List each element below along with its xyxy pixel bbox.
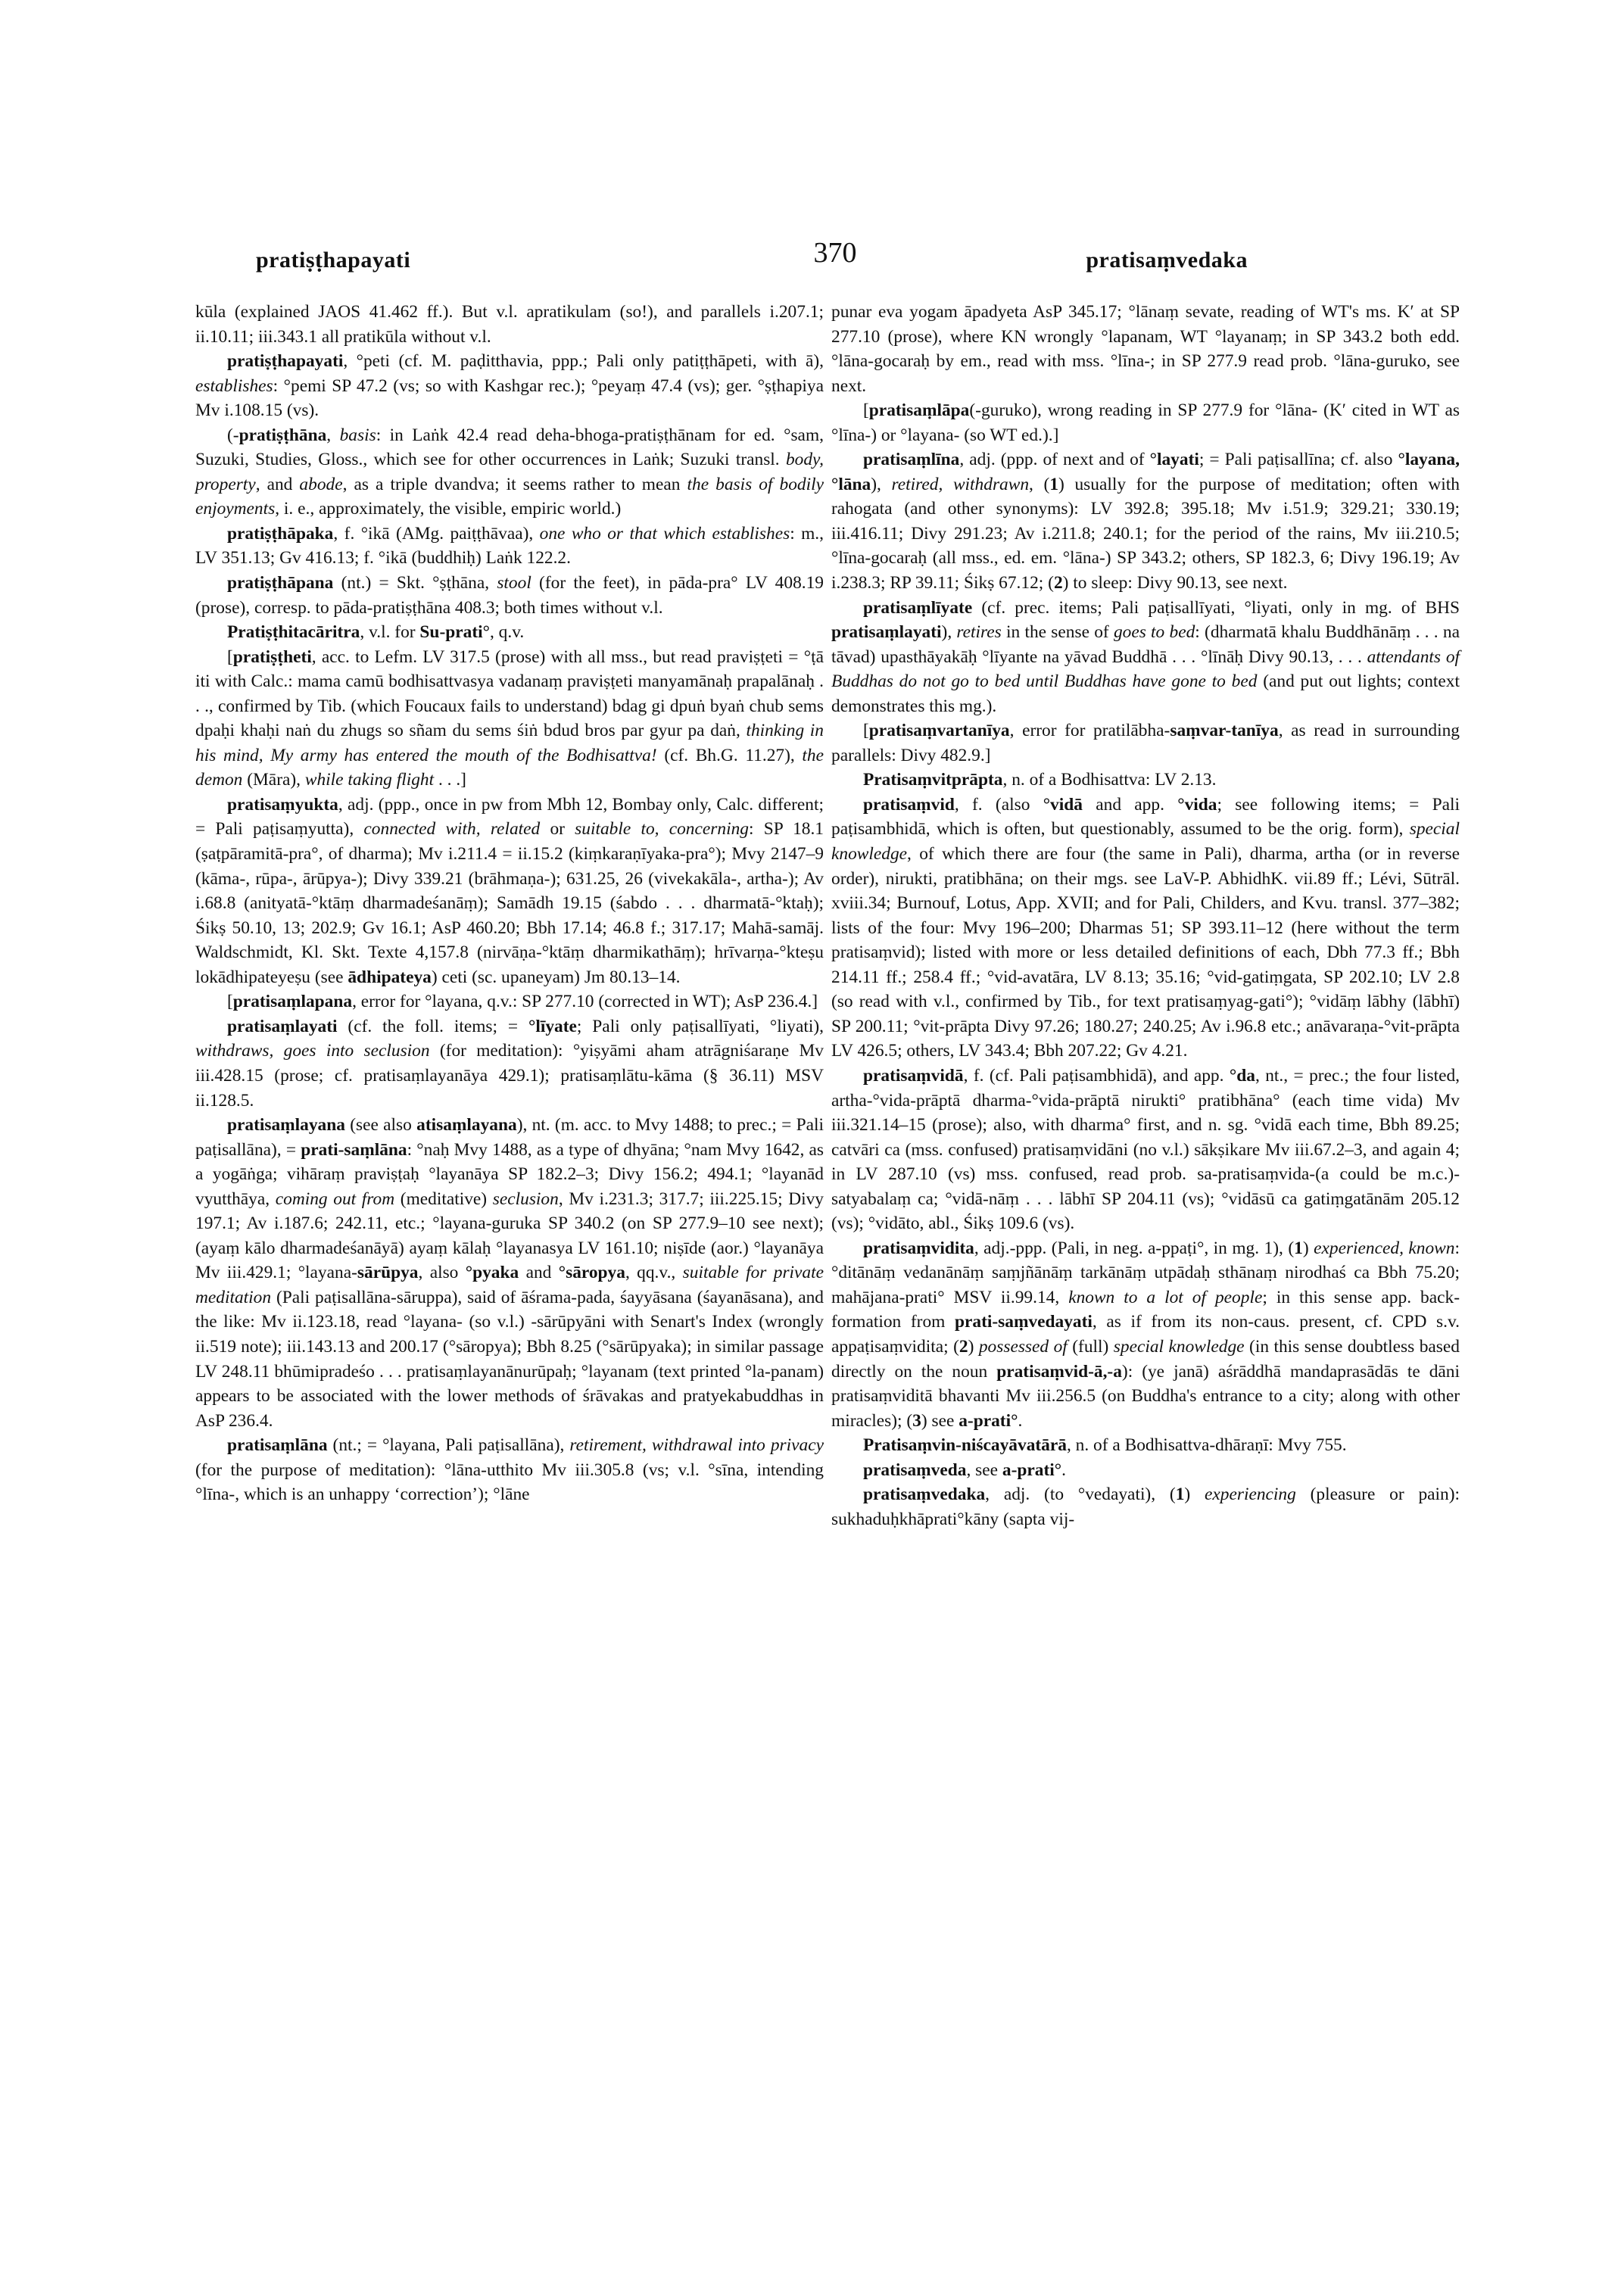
- page-number: 370: [813, 237, 857, 269]
- dictionary-entry: Pratiṣṭhitacāritra, v.l. for Su-prati°, q.v.: [227, 622, 525, 643]
- dictionary-entry: [pratisaṃvartanīya, error for pratilābha-saṃvar-tanīya, as read in surrounding parallels: Divy 482.9.]: [831, 721, 1460, 765]
- dictionary-entry: punar eva yogam āpadyeta AsP 345.17; °lānaṃ sevate, reading of WT's ms. K′ at SP 277.10 (prose), where KN wrongly °lapanam, WT °layanaṃ; in SP 343.2 both edd. °lāna-gocaraḥ by em., read with mss. °līna-; in SP 277.9 read prob. °lāna-guruko, see next.: [831, 302, 1460, 396]
- dictionary-entry: (-pratiṣṭhāna, basis: in Laṅk 42.4 read deha-bhoga-pratiṣṭhānam for ed. °sam, Suzuki, Studies, Gloss., which see for other occurrences in Laṅk; Suzuki transl. body, property, and abode, as a triple dvandva; it seems rather to mean the basis of bodily enjoyments, i. e., approximately, the visible, empiric world.): [195, 425, 824, 519]
- dictionary-entry: [pratiṣṭheti, acc. to Lefm. LV 317.5 (prose) with all mss., but read praviṣṭeti = °ṭā iti with Calc.: mama camū bodhisattvasya vadanaṃ praviṣṭeti manyamānaḥ prapalānaḥ . . ., confirmed by Tib. (which Foucaux fails to understand) bdag gi dpuṅ byaṅ chub sems dpaḥi khaḥi naṅ du zhugs so sñam du sems śiṅ bdud bros par gyur pa daṅ, thinking in his mind, My army has entered the mouth of the Bodhisattva! (cf. Bh.G. 11.27), the demon (Māra), while taking flight . . .]: [195, 646, 824, 790]
- right-running-headword: pratisaṃvedaka: [1086, 248, 1248, 273]
- dictionary-entry: pratisaṃvid, f. (also °vidā and app. °vida; see following items; = Pali paṭisambhidā, which is often, but questionably, assumed to be the orig. form), special knowledge, of which there are four (the same in Pali), dharma, artha (or in reverse order), nirukti, pratibhāna; on their mgs. see LaV-P. AbhidhK. vii.89 ff.; Lévi, Sūtrāl. xviii.34; Burnouf, Lotus, App. XVII; and for Pali, Childers, and Kvu. transl. 377–382; lists of the four: Mvy 196–200; Dharmas 51; SP 393.11–12 (here without the term pratisaṃvid); listed with more or less detailed definitions of each, Dbh 77.3 ff.; Bbh 214.11 ff.; 258.4 ff.; °vid-avatāra, LV 8.13; 35.16; °vid-gatiṃgata, SP 202.10; LV 2.8 (so read with v.l., confirmed by Tib., for text pratisaṃyag-gati°); °vidāṃ lābhy (lābhī) SP 200.11; °vit-prāpta Divy 97.26; 180.27; 240.25; Av i.96.8 etc.; anāvaraṇa-°vit-prāpta LV 426.5; others, LV 343.4; Bbh 207.22; Gv 4.21.: [831, 794, 1460, 1061]
- right-column: [831, 300, 1460, 1531]
- page-header: [195, 236, 1475, 282]
- dictionary-entry: kūla (explained JAOS 41.462 ff.). But v.l. apratikulam (so!), and parallels i.207.1; ii.10.11; iii.343.1 all pratikūla without v.l.: [195, 302, 824, 347]
- left-running-headword: pratiṣṭhapayati: [256, 248, 411, 273]
- dictionary-entry: pratisaṃlāna (nt.; = °layana, Pali paṭisallāna), retirement, withdrawal into privacy (for the purpose of meditation): °lāna-utthito Mv iii.305.8 (vs; v.l. °sīna, intending °līna-, which is an unhappy ‘correction’); °lāne: [195, 1435, 824, 1505]
- dictionary-entry: pratisaṃvedaka, adj. (to °vedayati), (1) experiencing (pleasure or pain): sukhaduḥkhāprati°kāny (sapta vij-: [831, 1485, 1460, 1529]
- dictionary-entry: pratiṣṭhāpaka, f. °ikā (AMg. paiṭṭhāvaa), one who or that which establishes: m., LV 351.13; Gv 416.13; f. °ikā (buddhiḥ) Laṅk 122.2.: [195, 523, 824, 569]
- dictionary-entry: pratisaṃveda, see a-prati°.: [863, 1460, 1066, 1480]
- dictionary-entry: pratiṣṭhāpana (nt.) = Skt. °ṣṭhāna, stool (for the feet), in pāda-pra° LV 408.19 (prose), corresp. to pāda-pratiṣṭhāna 408.3; both times without v.l.: [195, 573, 824, 618]
- dictionary-entry: pratisaṃvidā, f. (cf. Pali paṭisambhidā), and app. °da, nt., = prec.; the four listed, artha-°vida-prāptā dharma-°vida-prāptā nirukti° pratibhāna° (each time vida) Mv iii.321.14–15 (prose); also, with dharma° first, and n. sg. °vidā each time, Bbh 89.25; catvāri ca (mss. confused) pratisaṃvidāni (no v.l.) sākṣikare Mv iii.67.2–3, and again 4; in LV 287.10 (vs) mss. confused, read prob. sa-pratisaṃvida-(a could be m.c.)-satyabalaṃ ca; °vidā-nāṃ . . . lābhī SP 204.11 (vs); °vidāsū ca gatiṃgatānām 205.12 (vs); °vidāto, abl., Śikṣ 109.6 (vs).: [831, 1065, 1460, 1234]
- dictionary-entry: Pratisaṃvin-niścayāvatārā, n. of a Bodhisattva-dhāraṇī: Mvy 755.: [863, 1435, 1347, 1456]
- dictionary-entry: pratisaṃyukta, adj. (ppp., once in pw from Mbh 12, Bombay only, Calc. different; = Pali paṭisaṃyutta), connected with, related or suitable to, concerning: SP 18.1 (ṣaṭpāramitā-pra°, of dharma); Mv i.211.4 = ii.15.2 (kiṃkaraṇīyaka-pra°); Mvy 2147–9 (kāma-, rūpa-, ārūpya-); Divy 339.21 (brāhmaṇa-); 631.25, 26 (vivekakāla-, artha-); Av i.68.8 (anityatā-°ktāṃ dharmadeśanāṃ); Samādh 19.15 (śabdo . . . dharmatā-°ktaḥ); Śikṣ 50.10, 13; 202.9; Gv 16.1; AsP 460.20; Bbh 17.14; 46.8 f.; 317.17; Mahā-samāj. Waldschmidt, Kl. Skt. Texte 4,157.8 (nirvāṇa-°ktāṃ dharmikathāṃ); hrīvarṇa-°kteṣu lokādhipateyeṣu (see ādhipateya) ceti (sc. upaneyam) Jm 80.13–14.: [195, 794, 824, 987]
- left-column: [195, 300, 824, 1507]
- dictionary-entry: pratisaṃlayana (see also atisaṃlayana), nt. (m. acc. to Mvy 1488; to prec.; = Pali paṭisallāna), = prati-saṃlāna: °naḥ Mvy 1488, as a type of dhyāna; °nam Mvy 1642, as a yogāṅga; vihāraṃ praviṣṭaḥ °layanāya SP 182.2–3; Divy 156.2; 494.1; °layanād vyutthāya, coming out from (meditative) seclusion, Mv i.231.3; 317.7; iii.225.15; Divy 197.1; Av i.187.6; 242.11, etc.; °layana-guruka SP 340.2 (on SP 277.9–10 see next); (ayaṃ kālo dharmadeśanāyā) ayaṃ kālaḥ °layanasya LV 161.10; niṣīde (aor.) °layanāya Mv iii.429.1; °layana-sārūpya, also °pyaka and °sāropya, qq.v., suitable for private meditation (Pali paṭisallāna-sāruppa), said of āśrama-pada, śayyāsana (śayanāsana), and the like: Mv ii.123.18, read °layana- (so v.l.) -sārūpyāni with Senart's Index (wrongly ii.519 note); iii.143.13 and 200.17 (°sāropya); Bbh 8.25 (°sārūpyaka); in similar passage LV 248.11 bhūmipradeśo . . . pratisaṃlayanānurūpaḥ; °layanam (text printed °la-panam) appears to be associated with the lower methods of śrāvakas and pratyekabuddhas in AsP 236.4.: [195, 1115, 824, 1431]
- dictionary-entry: [pratisaṃlāpa(-guruko), wrong reading in SP 277.9 for °lāna- (K′ cited in WT as °līna-) or °layana- (so WT ed.).]: [831, 400, 1460, 445]
- dictionary-entry: pratiṣṭhapayati, °peti (cf. M. paḍitthavia, ppp.; Pali only patiṭṭhāpeti, with ā), establishes: °pemi SP 47.2 (vs; so with Kashgar rec.); °peyaṃ 47.4 (vs); ger. °ṣṭhapiya Mv i.108.15 (vs).: [195, 351, 824, 421]
- dictionary-entry: pratisaṃlayati (cf. the foll. items; = °līyate; Pali only paṭisallīyati, °liyati), withdraws, goes into seclusion (for meditation): °yiṣyāmi aham atrāgniśaraṇe Mv iii.428.15 (prose; cf. pratisaṃlayanāya 429.1); pratisaṃlātu-kāma (§ 36.11) MSV ii.128.5.: [195, 1016, 824, 1111]
- dictionary-entry: pratisaṃlīyate (cf. prec. items; Pali paṭisallīyati, °liyati, only in mg. of BHS pratisaṃlayati), retires in the sense of goes to bed: (dharmatā khalu Buddhānāṃ . . . na tāvad) upasthāyakāḥ °līyante na yāvad Buddhā . . . °līnāḥ Divy 90.13, . . . attendants of Buddhas do not go to bed until Buddhas have gone to bed (and put out lights; context demonstrates this mg.).: [831, 597, 1460, 716]
- dictionary-entry: [pratisaṃlapana, error for °layana, q.v.: SP 277.10 (corrected in WT); AsP 236.4.]: [227, 992, 818, 1012]
- dictionary-entry: pratisaṃlīna, adj. (ppp. of next and of °layati; = Pali paṭisallīna; cf. also °layana, °lāna), retired, withdrawn, (1) usually for the purpose of meditation; often with rahogata (and other synonyms): LV 392.8; 395.18; Mv i.51.9; 329.21; 330.19; iii.416.11; Divy 291.23; Av i.211.8; 240.1; for the period of the rains, Mv iii.210.5; °līna-gocaraḥ (all mss., ed. em. °lāna-) SP 343.2; others, SP 182.3, 6; Divy 196.19; Av i.238.3; RP 39.11; Śikṣ 67.12; (2) to sleep: Divy 90.13, see next.: [831, 450, 1460, 594]
- dictionary-entry: Pratisaṃvitprāpta, n. of a Bodhisattva: LV 2.13.: [863, 770, 1217, 790]
- dictionary-entry: pratisaṃvidita, adj.-ppp. (Pali, in neg. a-ppaṭi°, in mg. 1), (1) experienced, known: °ditānāṃ vedanānāṃ saṃjñānāṃ tarkānāṃ utpādaḥ sthānaṃ nirodhaś ca Bbh 75.20; mahājana-prati° MSV ii.99.14, known to a lot of people; in this sense app. back-formation from prati-saṃvedayati, as if from its non-caus. present, cf. CPD s.v. appaṭisaṃvidita; (2) possessed of (full) special knowledge (in this sense doubtless based directly on the noun pratisaṃvid-ā,-a): (ye janā) aśrāddhā mandaprasādās te dāni pratisaṃviditā bhavanti Mv iii.256.5 (on Buddha's entrance to a city; along with other miracles); (3) see a-prati°.: [831, 1238, 1460, 1431]
